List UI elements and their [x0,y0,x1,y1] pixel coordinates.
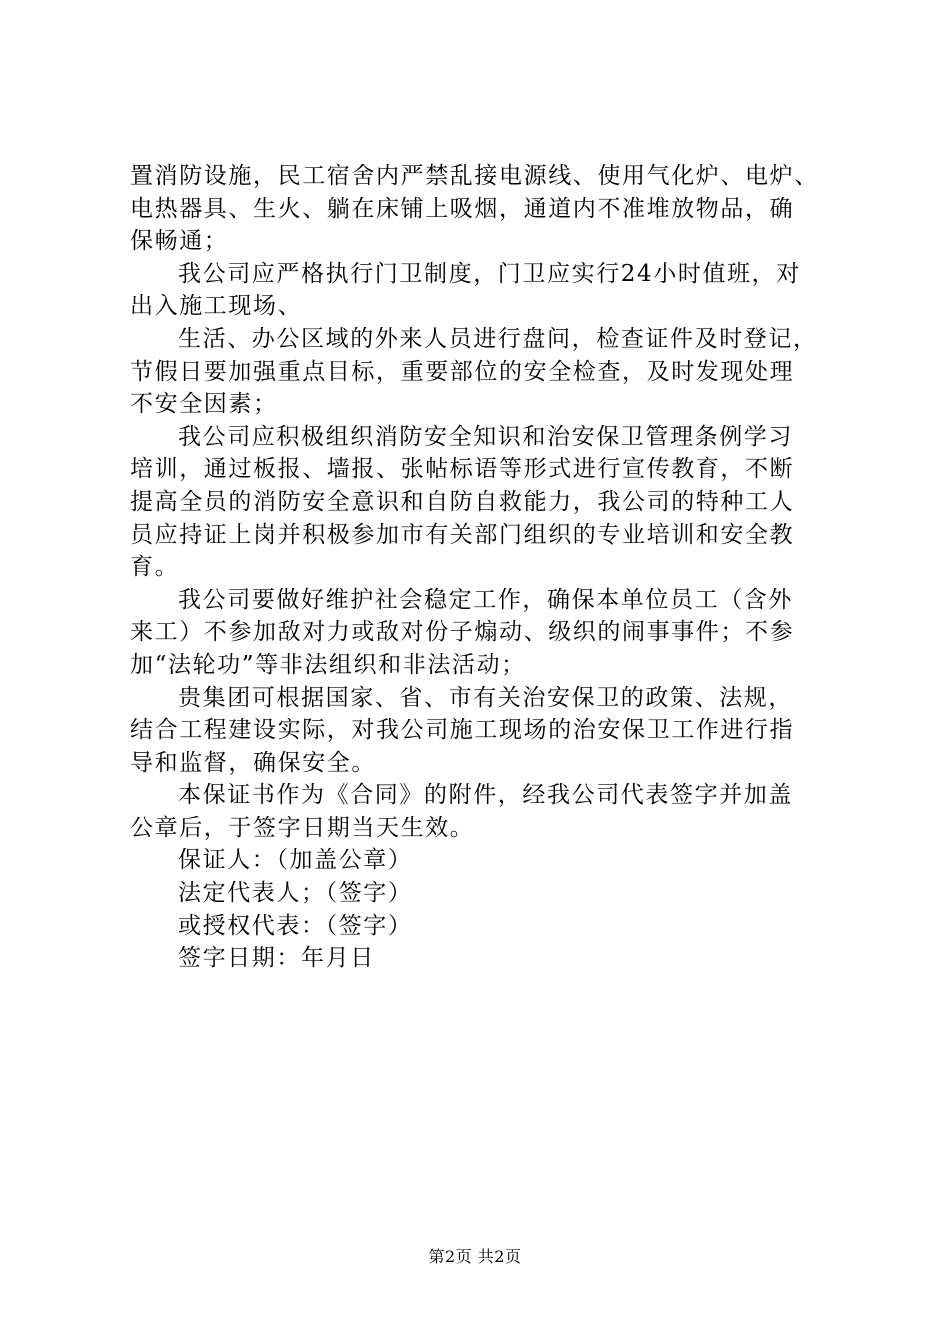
document-body [130,160,830,975]
text-line: 法定代表人；（签字） [178,880,413,907]
page-footer: 第2页 共2页 [428,1247,522,1266]
text-line: 电热器具、生火、躺在床铺上吸烟，通道内不准堆放物品，确 [130,195,795,222]
text-line: 加“法轮功”等非法组织和非法活动； [130,651,526,678]
text-line: 公章后，于签字日期当天生效。 [130,814,475,841]
text-line: 签字日期：年月日 [178,945,375,972]
text-line: 保证人：（加盖公章） [178,847,413,874]
text-line: 我公司应积极组织消防安全知识和治安保卫管理条例学习 [178,423,793,450]
text-line: 本保证书作为《合同》的附件，经我公司代表签字并加盖 [178,782,793,809]
text-line: 生活、办公区域的外来人员进行盘问，检查证件及时登记， [178,325,818,352]
text-line: 提高全员的消防安全意识和自防自救能力，我公司的特种工人 [130,488,795,515]
text-line: 来工）不参加敌对力或敌对份子煽动、级织的闹事事件；不参 [130,619,795,646]
text-line: 置消防设施，民工宿舍内严禁乱接电源线、使用气化炉、电炉、 [130,163,819,189]
text-line: 培训，通过板报、墙报、张帖标语等形式进行宣传教育，不断 [130,456,795,483]
text-line: 员应持证上岗并积极参加市有关部门组织的专业培训和安全教 [130,521,795,548]
text-line: 我公司要做好维护社会稳定工作，确保本单位员工（含外 [178,586,793,613]
text-line: 节假日要加强重点目标，重要部位的安全检查，及时发现处理 [130,358,795,385]
text-line: 或授权代表：（签字） [178,912,413,939]
text-line: 结合工程建设实际，对我公司施工现场的治安保卫工作进行指 [130,717,795,744]
text-line: 保畅通； [130,228,229,255]
text-line: 不安全因素； [130,391,278,418]
text-line: 育。 [130,554,180,581]
text-line: 贵集团可根据国家、省、市有关治安保卫的政策、法规， [178,684,793,711]
text-line: 出入施工现场、 [130,293,303,320]
text-line: 我公司应严格执行门卫制度，门卫应实行24小时值班，对 [178,260,801,287]
text-line: 导和监督，确保安全。 [130,749,376,776]
